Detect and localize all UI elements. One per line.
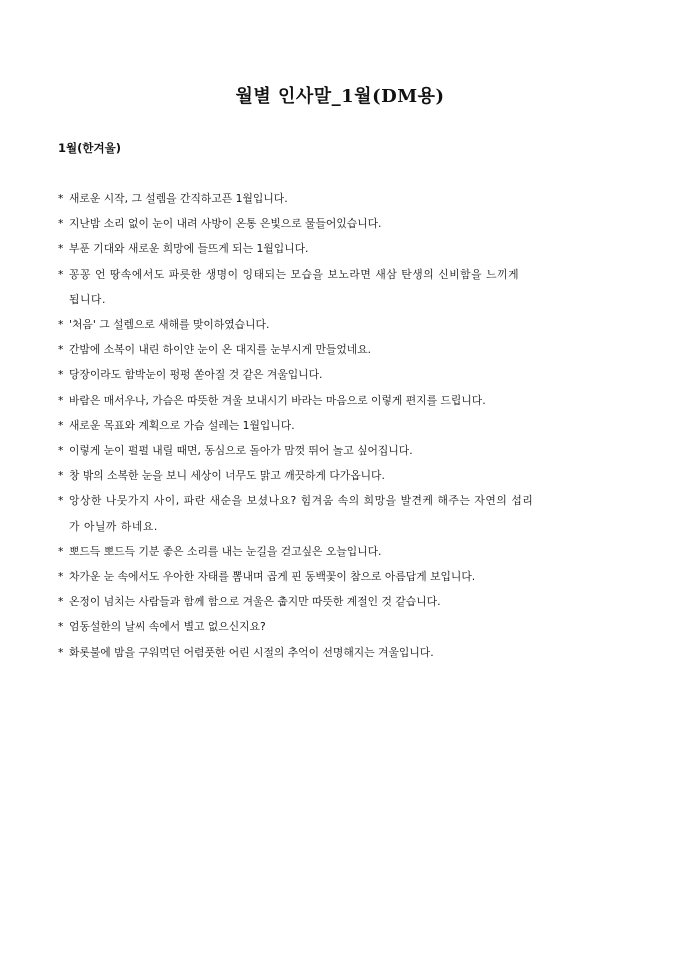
bullet-marker: *: [58, 645, 64, 659]
greeting-item: [58, 640, 638, 665]
greeting-item: [58, 614, 638, 639]
greeting-item: [58, 337, 638, 362]
greeting-text: 창 밖의 소복한 눈을 보니 세상이 너무도 맑고 깨끗하게 다가옵니다.: [69, 469, 385, 483]
page-title: 월별 인사말_1월(DM용): [235, 86, 445, 107]
greeting-text: 이렇게 눈이 펄펄 내릴 때면, 동심으로 돌아가 맘껏 뛰어 놀고 싶어집니다.: [69, 444, 413, 458]
bullet-marker: *: [58, 343, 64, 357]
greeting-item: [58, 236, 638, 261]
bullet-marker: *: [58, 469, 64, 483]
greeting-item: [58, 362, 638, 387]
bullet-marker: *: [58, 494, 64, 508]
greeting-item: [58, 211, 638, 236]
bullet-marker: *: [58, 318, 64, 332]
greeting-text: 지난밤 소리 없이 눈이 내려 사방이 온통 은빛으로 물들어있습니다.: [69, 217, 382, 231]
bullet-marker: *: [58, 620, 64, 634]
bullet-marker: *: [58, 217, 64, 231]
bullet-marker: *: [58, 595, 64, 609]
greeting-text: 부푼 기대와 새로운 희망에 들뜨게 되는 1월입니다.: [69, 242, 309, 256]
greeting-text: 당장이라도 함박눈이 펑펑 쏟아질 것 같은 겨울입니다.: [69, 368, 323, 382]
greeting-item: [58, 413, 638, 438]
greeting-item: [58, 438, 638, 463]
bullet-marker: *: [58, 267, 64, 281]
greeting-text: 새로운 목표와 계획으로 가슴 설레는 1월입니다.: [69, 418, 295, 432]
bullet-marker: *: [58, 418, 64, 432]
bullet-marker: *: [58, 570, 64, 584]
greeting-item: [58, 564, 638, 589]
greeting-list: [58, 186, 638, 665]
greeting-text: 엄동설한의 날씨 속에서 별고 없으신지요?: [69, 620, 266, 634]
greeting-text: 뽀드득 뽀드득 기분 좋은 소리를 내는 눈길을 걷고싶은 오늘입니다.: [69, 544, 382, 558]
greeting-item: [58, 463, 638, 488]
greeting-text: 꽁꽁 언 땅속에서도 파릇한 생명이 잉태되는 모습을 보노라면 새삼 탄생의 신비함을 느끼게 됩니다.: [69, 267, 520, 306]
bullet-marker: *: [58, 393, 64, 407]
greeting-text: 앙상한 나뭇가지 사이, 파란 새순을 보셨나요? 힘겨움 속의 희망을 발견케 해주는 자연의 섭리 가 아닐까 하네요.: [69, 494, 534, 533]
greeting-item: [58, 539, 638, 564]
greeting-text: 간밤에 소복이 내린 하이얀 눈이 온 대지를 눈부시게 만들었네요.: [69, 343, 372, 357]
greeting-item: [58, 186, 638, 211]
greeting-text: 차가운 눈 속에서도 우아한 자태를 뽐내며 곱게 핀 동백꽃이 참으로 아름답게 보입니다.: [69, 570, 476, 584]
bullet-marker: *: [58, 192, 64, 205]
bullet-marker: *: [58, 242, 64, 256]
bullet-marker: *: [58, 444, 64, 458]
greeting-item: [58, 262, 638, 312]
greeting-text: 온정이 넘치는 사람들과 함께 함으로 겨울은 춥지만 따뜻한 계절인 것 같습니다.: [69, 595, 441, 609]
greeting-text: '처음' 그 설렘으로 새해를 맞이하였습니다.: [69, 318, 270, 332]
greeting-text: 화롯불에 밤을 구워먹던 어렴풋한 어린 시절의 추억이 선명해지는 겨울입니다.: [69, 645, 434, 659]
greeting-item: [58, 589, 638, 614]
greeting-item: [58, 388, 638, 413]
bullet-marker: *: [58, 544, 64, 558]
greeting-item: [58, 312, 638, 337]
greeting-text: 바람은 매서우나, 가슴은 따뜻한 겨울 보내시기 바라는 마음으로 이렇게 편지를 드립니다.: [69, 393, 486, 407]
section-heading: 1월(한겨울): [58, 141, 121, 155]
greeting-item: [58, 488, 638, 538]
bullet-marker: *: [58, 368, 64, 382]
greeting-text: 새로운 시작, 그 설렘을 간직하고픈 1월입니다.: [69, 192, 288, 205]
